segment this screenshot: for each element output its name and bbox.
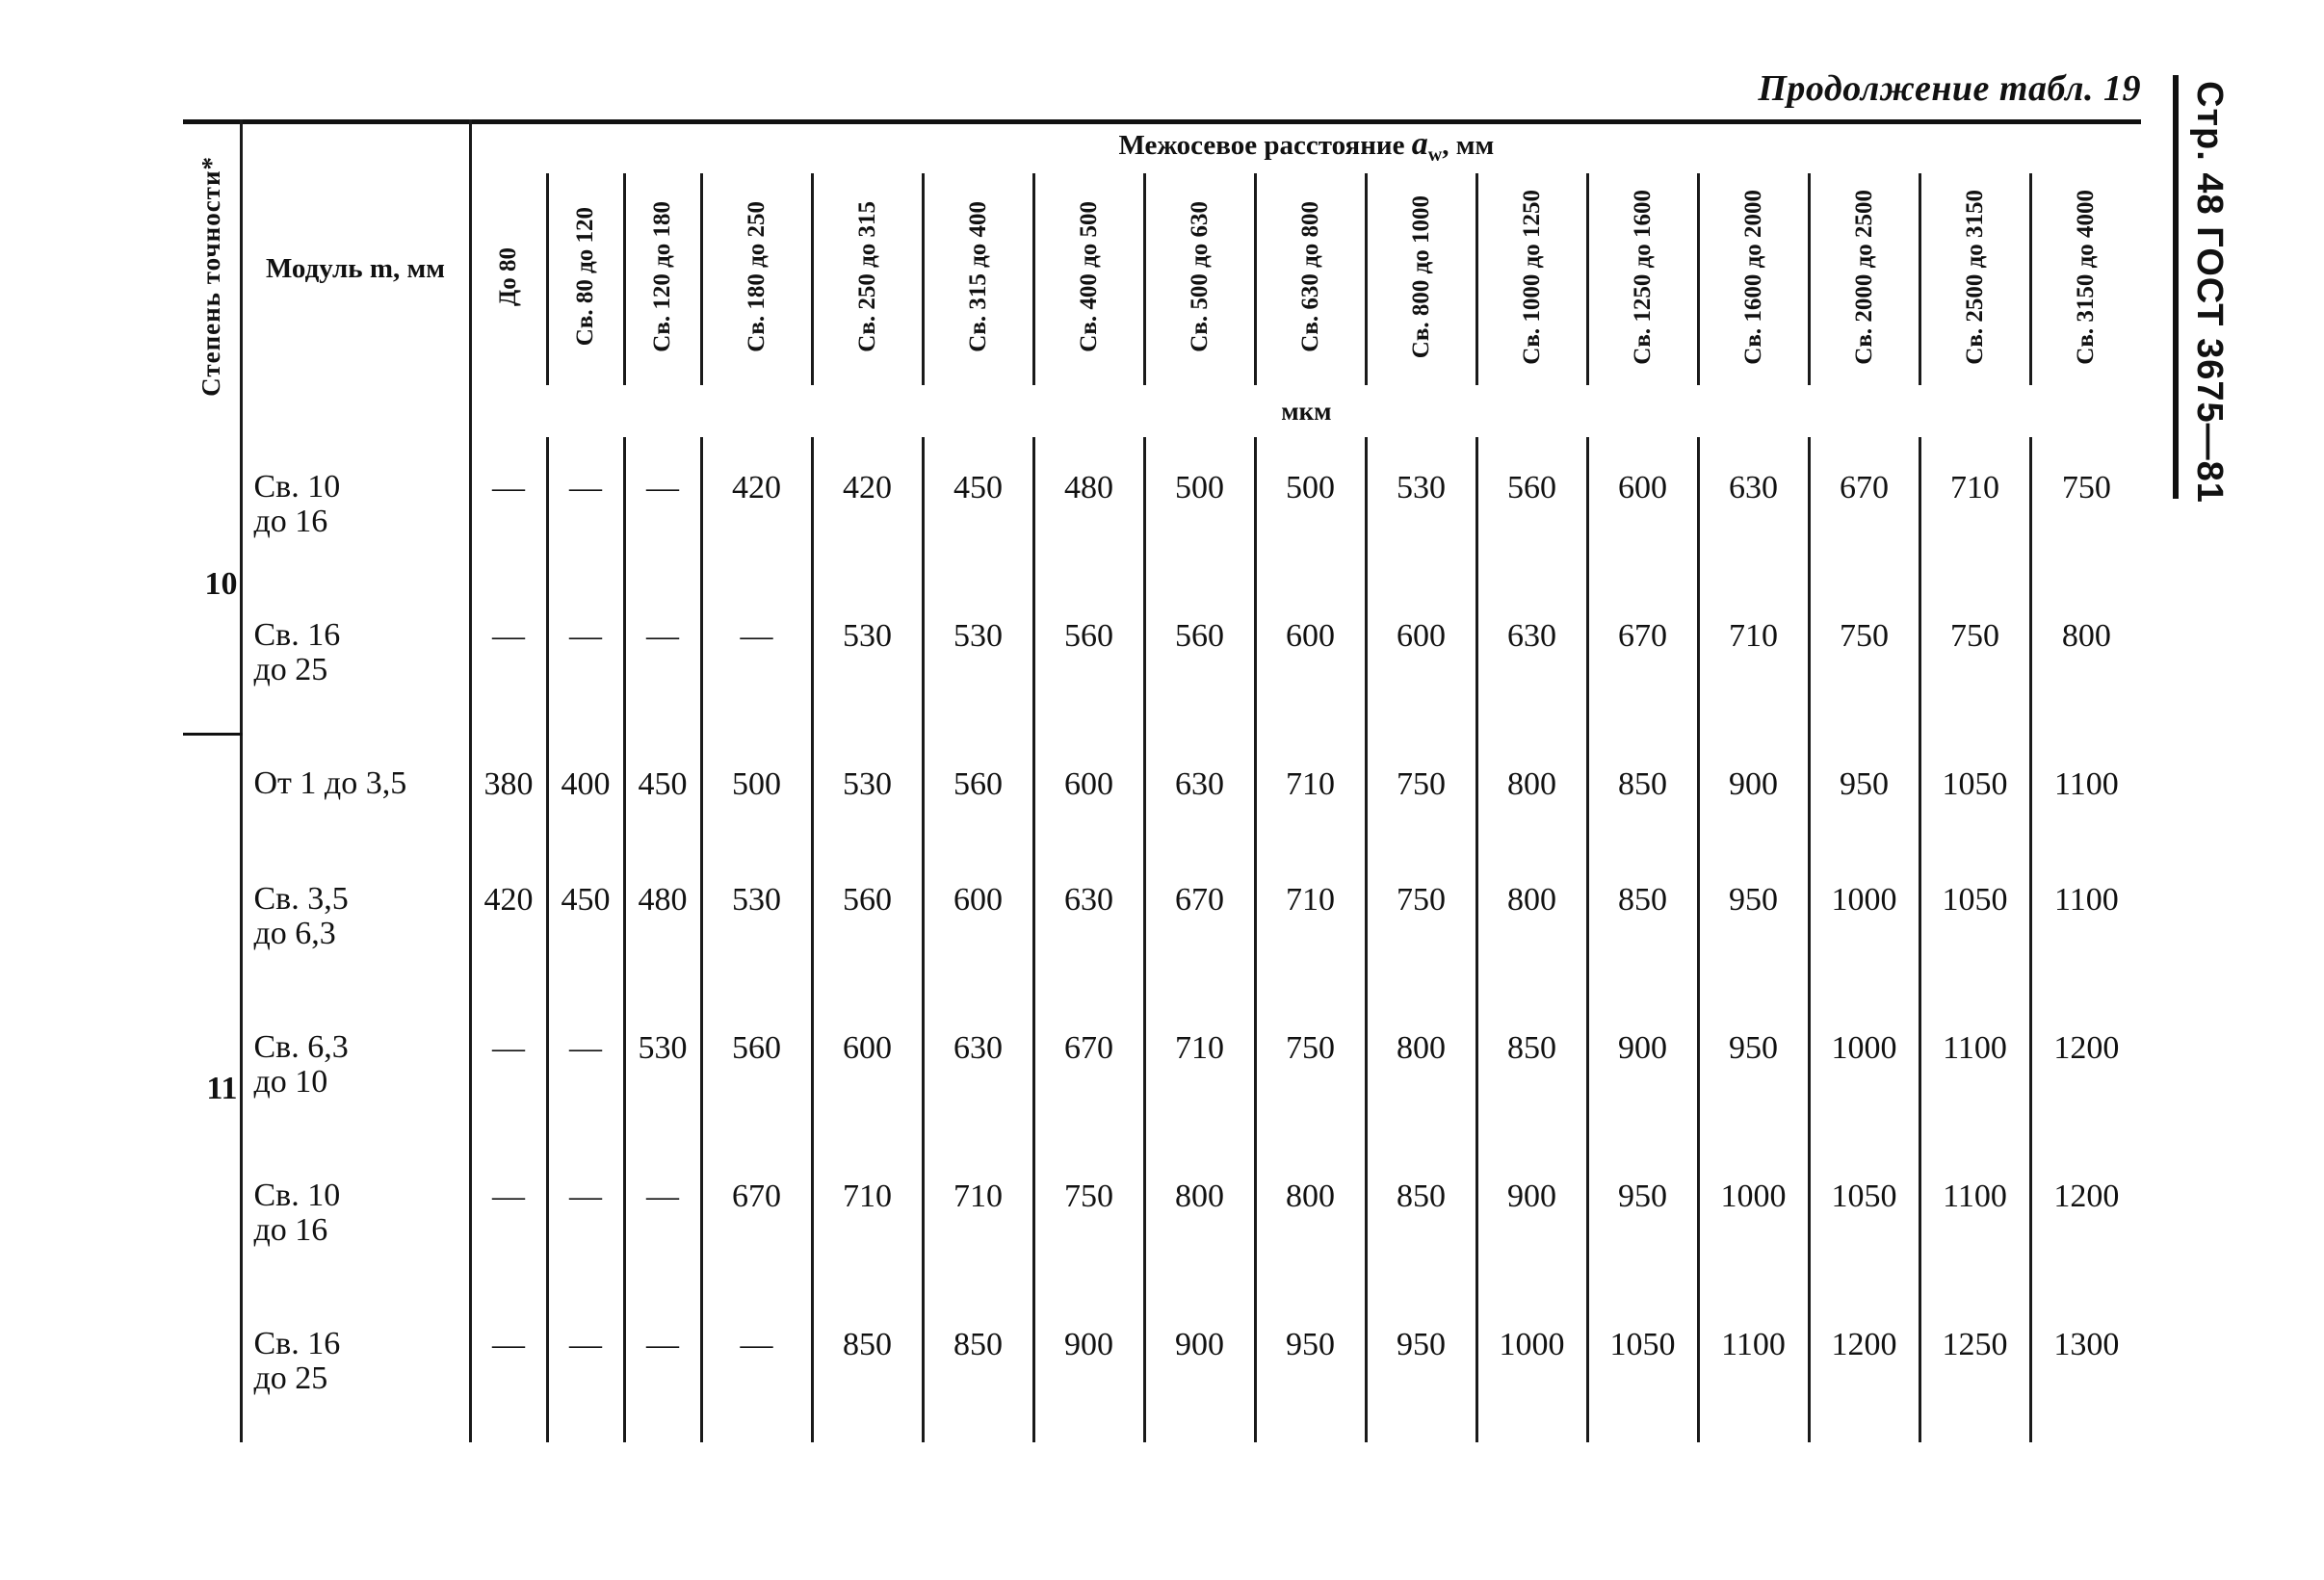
- value-cell: 800: [1366, 997, 1476, 1146]
- value-cell: 850: [1587, 849, 1698, 997]
- module-cell: Св. 16 до 25: [241, 1294, 470, 1442]
- value-cell: —: [470, 997, 547, 1146]
- value-cell: 530: [624, 997, 701, 1146]
- value-cell: 670: [1587, 585, 1698, 734]
- table-row: [183, 1294, 2141, 1442]
- distance-symbol: a: [1411, 126, 1428, 163]
- value-cell: —: [547, 585, 624, 734]
- distance-subscript: w: [1427, 143, 1443, 166]
- value-cell: 420: [812, 437, 923, 585]
- value-cell: —: [547, 997, 624, 1146]
- value-cell: 1100: [2030, 734, 2141, 849]
- value-cell: 1200: [2030, 1146, 2141, 1294]
- value-cell: 630: [1698, 437, 1809, 585]
- range-header-cell: [2030, 173, 2141, 385]
- value-cell: 950: [1587, 1146, 1698, 1294]
- value-cell: 750: [2030, 437, 2141, 585]
- value-cell: —: [624, 585, 701, 734]
- value-cell: 560: [923, 734, 1033, 849]
- range-header-label: Св. 80 до 120: [572, 207, 598, 347]
- value-cell: 1000: [1809, 997, 1919, 1146]
- value-cell: 710: [1144, 997, 1255, 1146]
- value-cell: 480: [1033, 437, 1144, 585]
- value-cell: —: [470, 585, 547, 734]
- value-cell: 1050: [1919, 734, 2030, 849]
- value-cell: 1100: [1698, 1294, 1809, 1442]
- range-header-cell: [1033, 173, 1144, 385]
- value-cell: 450: [624, 734, 701, 849]
- value-cell: 1000: [1698, 1146, 1809, 1294]
- value-cell: 850: [1587, 734, 1698, 849]
- value-cell: 560: [812, 849, 923, 997]
- value-cell: 1100: [1919, 1146, 2030, 1294]
- table-header: [183, 119, 2141, 437]
- range-header-cell: [923, 173, 1033, 385]
- value-cell: —: [470, 1146, 547, 1294]
- module-cell: Св. 16 до 25: [241, 585, 470, 734]
- range-header-label: Св. 2500 до 3150: [1961, 189, 1988, 365]
- value-cell: —: [701, 585, 812, 734]
- value-cell: 1200: [1809, 1294, 1919, 1442]
- range-header-cell: [1809, 173, 1919, 385]
- range-header-label: Св. 1250 до 1600: [1629, 189, 1656, 365]
- value-cell: —: [547, 1294, 624, 1442]
- precision-header-label: Степень точности*: [196, 155, 225, 397]
- page-edge-rule: [2173, 75, 2179, 499]
- range-header-cell: [547, 173, 624, 385]
- page-side-header: Стр. 48 ГОСТ 3675—81: [2189, 81, 2230, 504]
- value-cell: 950: [1698, 849, 1809, 997]
- range-header-label: Св. 1600 до 2000: [1739, 189, 1766, 365]
- value-cell: 670: [1144, 849, 1255, 997]
- range-header-row: [183, 173, 2141, 385]
- range-header-label: Св. 250 до 315: [853, 201, 880, 352]
- value-cell: —: [624, 1294, 701, 1442]
- value-cell: 710: [812, 1146, 923, 1294]
- precision-cell: 11: [206, 1070, 238, 1106]
- value-cell: 750: [1033, 1146, 1144, 1294]
- range-header-label: Св. 180 до 250: [743, 201, 770, 352]
- value-cell: 670: [701, 1146, 812, 1294]
- range-header-label: Св. 800 до 1000: [1407, 194, 1434, 359]
- value-cell: —: [470, 437, 547, 585]
- value-cell: 560: [1033, 585, 1144, 734]
- value-cell: 750: [1366, 734, 1476, 849]
- value-cell: 1250: [1919, 1294, 2030, 1442]
- value-cell: 600: [1366, 585, 1476, 734]
- value-cell: 710: [1255, 734, 1366, 849]
- value-cell: 560: [1144, 585, 1255, 734]
- value-cell: 420: [701, 437, 812, 585]
- value-cell: 1000: [1476, 1294, 1587, 1442]
- value-cell: 480: [624, 849, 701, 997]
- module-header: [241, 119, 470, 437]
- value-cell: 750: [1919, 585, 2030, 734]
- range-header-label: Св. 1000 до 1250: [1518, 189, 1545, 365]
- precision-header: [183, 119, 241, 437]
- range-header-cell: [1476, 173, 1587, 385]
- table-caption: Продолжение табл. 19: [1758, 68, 2141, 109]
- range-header-label: Св. 315 до 400: [964, 201, 991, 352]
- module-cell: Св. 10 до 16: [241, 437, 470, 585]
- value-cell: 710: [1919, 437, 2030, 585]
- value-cell: 710: [1255, 849, 1366, 997]
- value-cell: 1000: [1809, 849, 1919, 997]
- range-header-cell: [624, 173, 701, 385]
- value-cell: 850: [812, 1294, 923, 1442]
- value-cell: 900: [1033, 1294, 1144, 1442]
- value-cell: 500: [1144, 437, 1255, 585]
- value-cell: 850: [1366, 1146, 1476, 1294]
- value-cell: 560: [1476, 437, 1587, 585]
- value-cell: 600: [1033, 734, 1144, 849]
- value-cell: 800: [1476, 734, 1587, 849]
- table-row: [183, 997, 2141, 1146]
- value-cell: 670: [1809, 437, 1919, 585]
- table-body: [183, 437, 2141, 1442]
- range-header-cell: [701, 173, 812, 385]
- value-cell: 750: [1366, 849, 1476, 997]
- range-header-label: Св. 3150 до 4000: [2073, 189, 2100, 365]
- value-cell: 710: [923, 1146, 1033, 1294]
- value-cell: 1100: [2030, 849, 2141, 997]
- value-cell: 420: [470, 849, 547, 997]
- module-cell: Св. 3,5 до 6,3: [241, 849, 470, 997]
- value-cell: 1200: [2030, 997, 2141, 1146]
- value-cell: 600: [1587, 437, 1698, 585]
- value-cell: 450: [923, 437, 1033, 585]
- value-cell: 900: [1476, 1146, 1587, 1294]
- range-header-label: Св. 400 до 500: [1075, 201, 1102, 352]
- value-cell: 450: [547, 849, 624, 997]
- value-cell: 400: [547, 734, 624, 849]
- value-cell: 950: [1698, 997, 1809, 1146]
- value-cell: 600: [923, 849, 1033, 997]
- range-header-cell: [1919, 173, 2030, 385]
- value-cell: 1050: [1809, 1146, 1919, 1294]
- value-cell: —: [624, 1146, 701, 1294]
- value-cell: 900: [1698, 734, 1809, 849]
- value-cell: 630: [1476, 585, 1587, 734]
- value-cell: 670: [1033, 997, 1144, 1146]
- value-cell: 1100: [1919, 997, 2030, 1146]
- value-cell: 630: [1144, 734, 1255, 849]
- range-header-label: До 80: [495, 247, 521, 306]
- value-cell: 600: [812, 997, 923, 1146]
- range-header-cell: [812, 173, 923, 385]
- value-cell: 800: [2030, 585, 2141, 734]
- value-cell: 750: [1809, 585, 1919, 734]
- distance-header-label: Межосевое расстояние: [1118, 130, 1405, 162]
- table-row: [183, 585, 2141, 734]
- value-cell: 530: [812, 585, 923, 734]
- module-header-label: Модуль m, мм: [265, 253, 446, 284]
- range-header-label: Св. 120 до 180: [649, 201, 675, 352]
- value-cell: 900: [1587, 997, 1698, 1146]
- value-cell: 850: [1476, 997, 1587, 1146]
- range-header-cell: [1366, 173, 1476, 385]
- value-cell: 500: [701, 734, 812, 849]
- value-cell: 530: [812, 734, 923, 849]
- range-header-cell: [1255, 173, 1366, 385]
- value-cell: —: [470, 1294, 547, 1442]
- value-cell: 1050: [1587, 1294, 1698, 1442]
- precision-cell: 10: [183, 437, 241, 734]
- table-row: [183, 1146, 2141, 1294]
- value-cell: 950: [1366, 1294, 1476, 1442]
- range-header-cell: [1698, 173, 1809, 385]
- table-row: [183, 734, 2141, 849]
- value-cell: 500: [1255, 437, 1366, 585]
- value-cell: 800: [1255, 1146, 1366, 1294]
- value-cell: 1050: [1919, 849, 2030, 997]
- table-row: [183, 849, 2141, 997]
- table-row: [183, 437, 2141, 585]
- value-cell: 950: [1809, 734, 1919, 849]
- unit-header: мкм: [470, 385, 2141, 437]
- value-cell: 530: [701, 849, 812, 997]
- value-cell: 800: [1476, 849, 1587, 997]
- value-cell: 900: [1144, 1294, 1255, 1442]
- value-cell: —: [547, 1146, 624, 1294]
- value-cell: 530: [923, 585, 1033, 734]
- distance-header: [470, 119, 2141, 173]
- range-header-cell: [1144, 173, 1255, 385]
- range-header-label: Св. 500 до 630: [1186, 201, 1213, 352]
- tolerance-table: [183, 119, 2141, 1442]
- value-cell: 1300: [2030, 1294, 2141, 1442]
- value-cell: 380: [470, 734, 547, 849]
- value-cell: 630: [1033, 849, 1144, 997]
- module-cell: От 1 до 3,5: [241, 734, 470, 849]
- value-cell: 600: [1255, 585, 1366, 734]
- module-cell: Св. 6,3 до 10: [241, 997, 470, 1146]
- value-cell: 530: [1366, 437, 1476, 585]
- range-header-label: Св. 630 до 800: [1296, 201, 1323, 352]
- value-cell: —: [547, 437, 624, 585]
- value-cell: 710: [1698, 585, 1809, 734]
- range-header-cell: [470, 173, 547, 385]
- value-cell: 950: [1255, 1294, 1366, 1442]
- value-cell: 800: [1144, 1146, 1255, 1294]
- value-cell: 750: [1255, 997, 1366, 1146]
- value-cell: —: [701, 1294, 812, 1442]
- module-cell: Св. 10 до 16: [241, 1146, 470, 1294]
- value-cell: 630: [923, 997, 1033, 1146]
- value-cell: 850: [923, 1294, 1033, 1442]
- distance-unit: , мм: [1442, 130, 1495, 162]
- range-header-label: Св. 2000 до 2500: [1850, 189, 1877, 365]
- range-header-cell: [1587, 173, 1698, 385]
- value-cell: —: [624, 437, 701, 585]
- value-cell: 560: [701, 997, 812, 1146]
